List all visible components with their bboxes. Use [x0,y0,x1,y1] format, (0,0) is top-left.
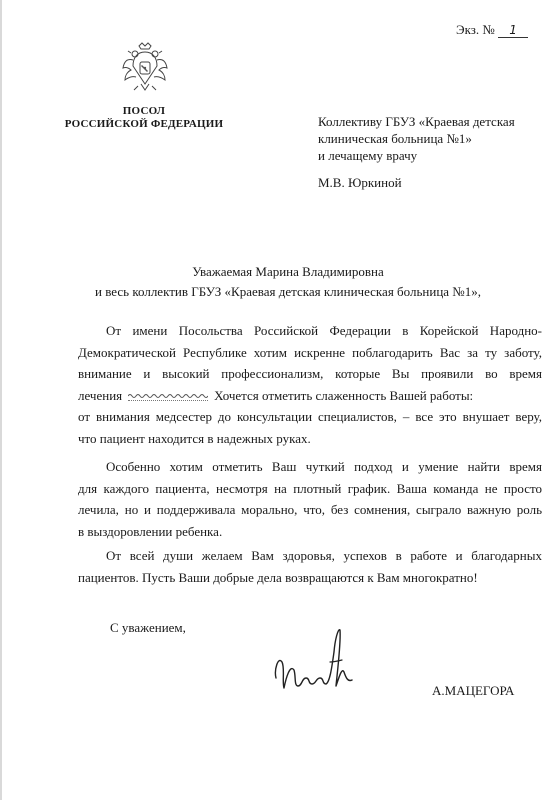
body-line: лечила, но и поддерживала морально, что, без сомнения, сыграло важную роль [78,502,542,517]
handwritten-signature [268,622,364,704]
copy-number-line [456,22,528,38]
body-paragraph-1 [78,320,542,449]
body-text: Хочется отметить слаженность Вашей работы: [214,387,474,403]
body-line: Особенно хотим отметить Ваш чуткий подход и умение найти время [106,459,542,474]
body-paragraph-3 [78,545,542,588]
redacted-text [128,392,208,401]
salutation-line: и весь коллектив ГБУЗ «Краевая детская клиническая больница №1», [95,284,481,299]
sender-country: РОССИЙСКОЙ ФЕДЕРАЦИИ [64,118,224,130]
body-line: пациентов. Пусть Ваши добрые дела возвращаются к Вам многократно! [78,569,478,585]
recipient-name: М.В. Юркиной [318,175,402,190]
body-paragraph-2 [78,456,542,542]
body-line: От имени Посольства Российской Федерации в Корейской Народно- [106,323,542,338]
sender-block [54,105,234,131]
body-line: в выздоровлении ребенка. [78,523,223,539]
body-line [78,385,542,407]
closing-phrase: С уважением, [110,620,186,635]
addressee-block [318,113,546,164]
double-headed-eagle-emblem-icon [121,40,169,92]
addressee-line: Коллективу ГБУЗ «Краевая детская [318,114,515,129]
body-line: что пациент находится в надежных руках. [78,430,311,446]
body-line: От всей души желаем Вам здоровья, успехов в работе и благодарных [106,548,542,563]
body-line: от внимания медсестер до консультации специалистов, – все это внушает веру, [78,409,542,424]
body-line: внимание и высокий профессионализм, которые Вы проявили во время [78,366,542,381]
signer-name: А.МАЦЕГОРА [432,683,515,698]
salutation-line: Уважаемая Марина Владимировна [192,264,384,279]
body-line: Демократической Республике хотим искренне поблагодарить Вас за ту заботу, [78,344,542,360]
page-edge [0,0,2,800]
body-text: лечения [78,387,123,403]
body-line: для каждого пациента, несмотря на плотный график. Ваша команда не просто [78,480,542,496]
sender-title: ПОСОЛ [122,105,166,117]
copy-label: Экз. № [456,22,495,37]
addressee-line: клиническая больница №1» [318,131,472,146]
copy-number: 1 [498,23,528,38]
addressee-line: и лечащему врачу [318,148,418,163]
